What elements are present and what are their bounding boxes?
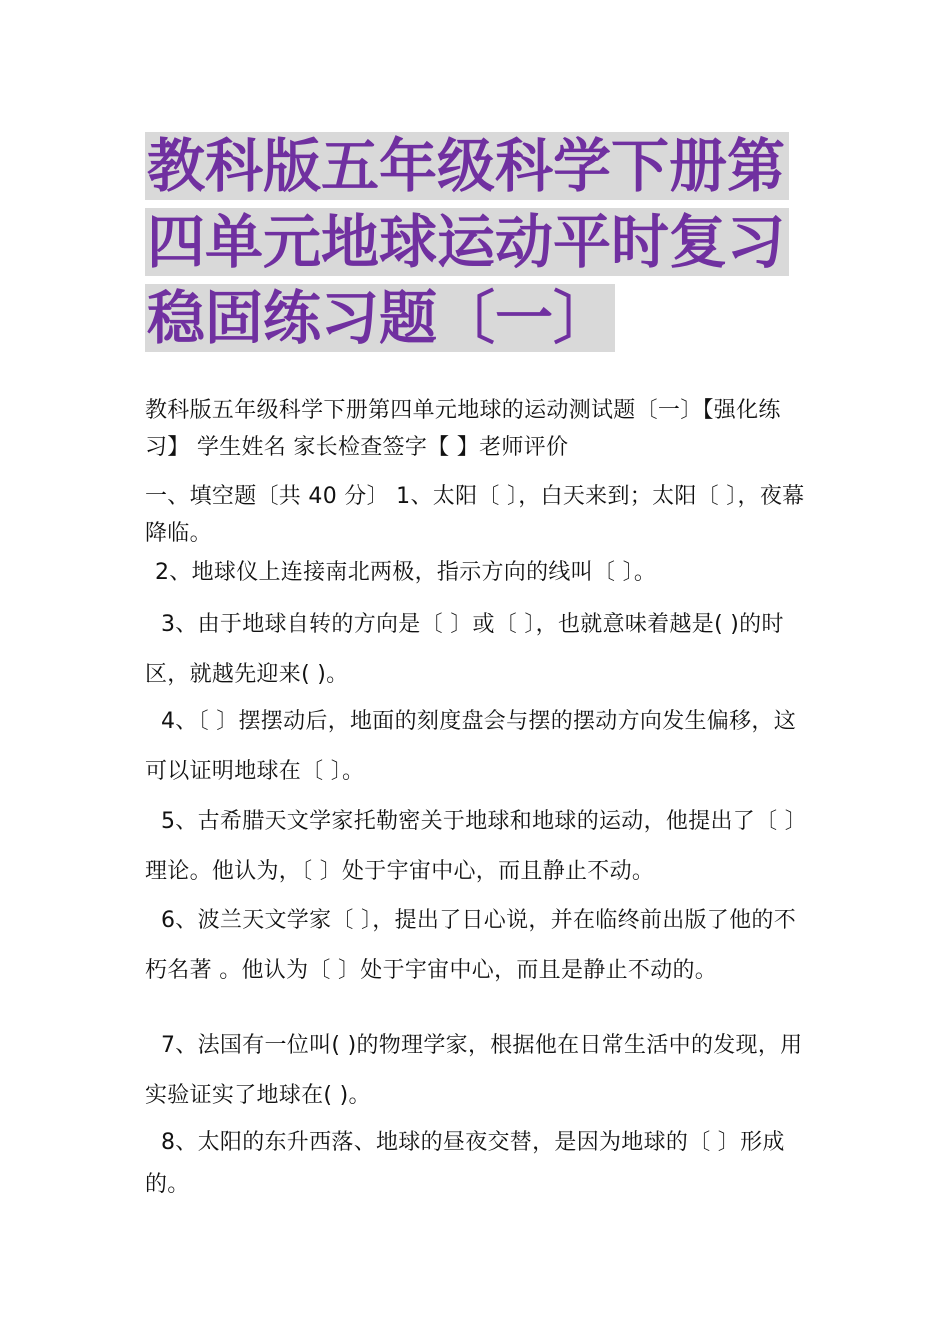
question-6: 6、波兰天文学家〔 〕，提出了日心说，并在临终前出版了他的不朽名著 。他认为〔 〕处于宇宙中心，而且是静止不动的。 (145, 908, 796, 983)
section-heading: 一、填空题〔共 40 分〕 1、太阳〔 〕，白天来到；太阳〔 〕，夜幕降临。 (145, 484, 805, 546)
document-title-text: 教科版五年级科学下册第四单元地球运动平时复习稳固练习题〔一〕 (145, 132, 789, 352)
question-5: 5、古希腊天文学家托勒密关于地球和地球的运动，他提出了〔 〕理论。他认为，〔 〕处于宇宙中心，而且静止不动。 (145, 809, 807, 884)
question-3: 3、由于地球自转的方向是〔 〕或〔 〕，也就意味着越是( )的时区，就越先迎来( )。 (145, 612, 784, 687)
question-4: 4、〔 〕摆摆动后，地面的刻度盘会与摆的摆动方向发生偏移，这可以证明地球在〔 〕。 (145, 709, 796, 784)
question-7: 7、法国有一位叫( )的物理学家，根据他在日常生活中的发现，用实验证实了地球在( )。 (145, 1033, 803, 1108)
question-2: 2、地球仪上连接南北两极，指示方向的线叫〔 〕。 (155, 560, 657, 585)
question-8: 8、太阳的东升西落、地球的昼夜交替，是因为地球的〔 〕形成的。 (145, 1130, 785, 1197)
intro-paragraph: 教科版五年级科学下册第四单元地球的运动测试题〔一〕【强化练习】 学生姓名 家长检查签字【 】老师评价 (145, 398, 781, 460)
document-title (145, 128, 815, 356)
